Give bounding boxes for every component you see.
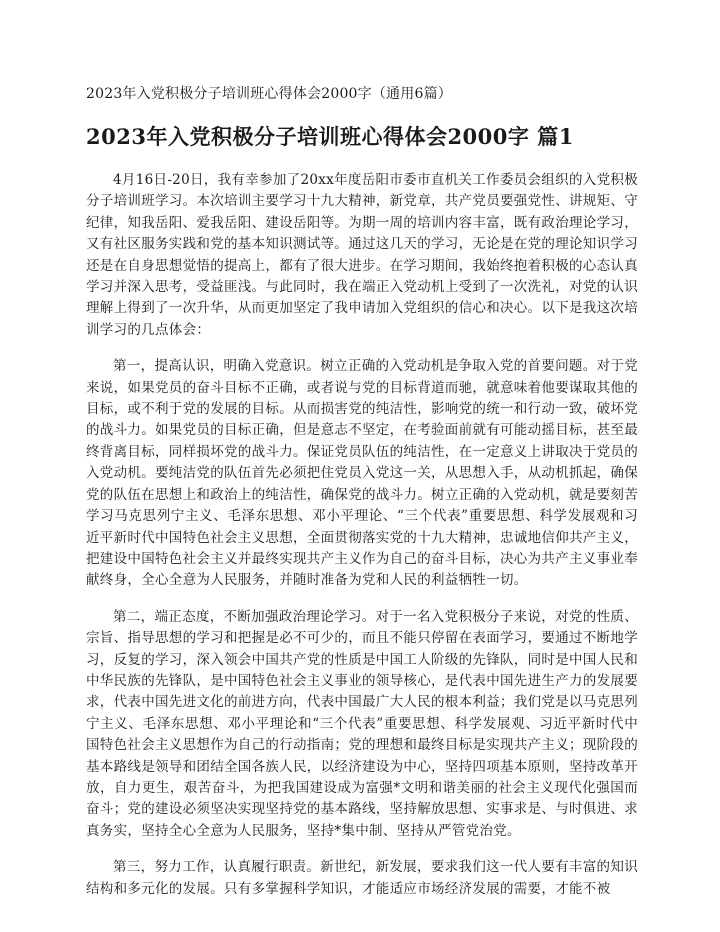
document-page xyxy=(86,84,638,915)
paragraph-third-point: 第三，努力工作，认真履行职责。新世纪，新发展，要求我们这一代人要有丰富的知识结构和多元化的发展。只有多掌握科学知识，才能适应市场经济发展的需要，才能不被 xyxy=(86,859,638,897)
paragraph-second-point: 第二，端正态度，不断加强政治理论学习。对于一名入党积极分子来说，对党的性质、宗旨、指导思想的学习和把握是必不可少的，而且不能只停留在表面学习，要通过不断地学习，反复的学习，深入领会中国共产党的性质是中国工人阶级的先锋队，同时是中国人民和中华民族的先锋队，是中国特色社会主义事业的领导核心，是代表中国先进生产力的发展要求，代表中国先进文化的前进方向，代表中国最广大人民的根本利益；我们党是以马克思列宁主义、毛泽东思想、邓小平理论和“三个代表”重要思想、科学发展观、习近平新时代中国特色社会主义思想作为自己的行动指南；党的理想和最终目标是实现共产主义；现阶段的基本路线是领导和团结全国各族人民，以经济建设为中心，坚持四项基本原则，坚持改革开放，自力更生，艰苦奋斗，为把我国建设成为富强*文明和谐美丽的社会主义现代化强国而奋斗；党的建设必须坚决实现坚持党的基本路线，坚持解放思想、实事求是、与时俱进、求真务实，坚持全心全意为人民服务，坚持*集中制、坚持从严管党治党。 xyxy=(86,608,638,839)
paragraph-intro: 4月16日-20日，我有幸参加了20xx年度岳阳市委市直机关工作委员会组织的入党积极分子培训班学习。本次培训主要学习十九大精神，新党章，共产党员要强党性、讲规矩、守纪律，知我岳阳、爱我岳阳、建设岳阳等。为期一周的培训内容丰富，既有政治理论学习，又有社区服务实践和党的基本知识测试等。通过这几天的学习，无论是在党的理论知识学习还是在自身思想觉悟的提高上，都有了很大进步。在学习期间，我始终抱着积极的心态认真学习并深入思考，受益匪浅。与此同时，我在端正入党动机上受到了一次洗礼，对党的认识理解上得到了一次升华，从而更加坚定了我申请加入党组织的信心和决心。以下是我这次培训学习的几点体会： xyxy=(86,172,638,338)
paragraph-first-point: 第一，提高认识，明确入党意识。树立正确的入党动机是争取入党的首要问题。对于党来说，如果党员的奋斗目标不正确，或者说与党的目标背道而驰，就意味着他要谋取其他的目标，或不利于党的发展的目标。从而损害党的纯洁性，影响党的统一和行动一致，破坏党的战斗力。如果党员的目标正确，但是意志不坚定，在考验面前就有可能动摇目标，甚至最终背离目标，同样损坏党的战斗力。保证党员队伍的纯洁性，在一定意义上讲取决于党员的入党动机。要纯洁党的队伍首先必须把住党员入党这一关，从思想入手，从动机抓起，确保党的队伍在思想上和政治上的纯洁性，确保党的战斗力。树立正确的入党动机，就是要刻苦学习马克思列宁主义、毛泽东思想、邓小平理论、“三个代表”重要思想、科学发展观和习近平新时代中国特色社会主义思想，全面贯彻落实党的十九大精神，忠诚地信仰共产主义，把建设中国特色社会主义并最终实现共产主义作为自己的奋斗目标，决心为共产主义事业奉献终身，全心全意为人民服务，并随时准备为党和人民的利益牺牲一切。 xyxy=(86,358,638,589)
document-header: 2023年入党积极分子培训班心得体会2000字（通用6篇） xyxy=(86,86,452,102)
document-title: 2023年入党积极分子培训班心得体会2000字 篇1 xyxy=(86,124,574,149)
